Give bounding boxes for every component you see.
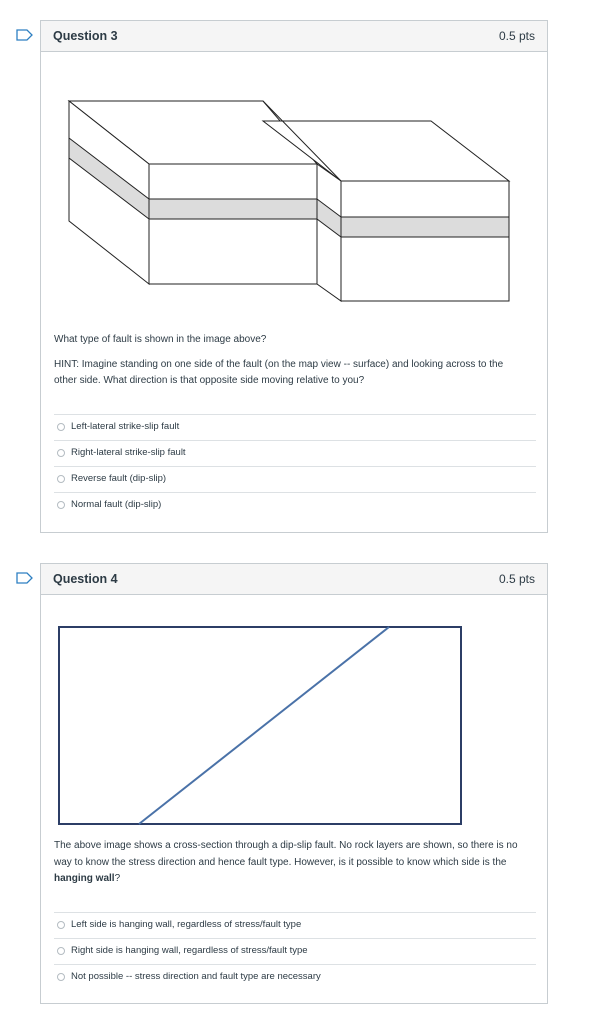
question-4-card [40,563,548,1004]
radio-button[interactable] [57,921,65,929]
flag-question-icon[interactable] [16,29,34,41]
question-3-card [40,20,548,533]
question-title: Question 4 [53,572,118,586]
question-text [54,332,524,398]
question-header [41,21,547,52]
answer-option[interactable] [54,441,536,467]
answer-option[interactable] [54,493,536,518]
answer-option[interactable] [54,939,536,965]
question-points: 0.5 pts [498,29,535,43]
radio-button[interactable] [57,449,65,457]
answer-label: Right-lateral strike-slip fault [71,447,186,458]
answer-list [54,912,536,990]
question-text [54,838,524,896]
question-points: 0.5 pts [498,572,535,586]
radio-button[interactable] [57,947,65,955]
answer-label: Left side is hanging wall, regardless of stress/fault type [71,919,302,930]
radio-button[interactable] [57,973,65,981]
answer-label: Not possible -- stress direction and fault type are necessary [71,971,321,982]
fault-block-diagram [41,52,547,312]
question-title: Question 3 [53,29,118,43]
radio-button[interactable] [57,423,65,431]
answer-option[interactable] [54,415,536,441]
answer-option[interactable] [54,913,536,939]
answer-label: Right side is hanging wall, regardless of stress/fault type [71,945,308,956]
answer-option[interactable] [54,965,536,990]
question-header [41,564,547,595]
radio-button[interactable] [57,501,65,509]
answer-list [54,414,536,518]
fault-cross-section-diagram [41,595,547,835]
answer-option[interactable] [54,467,536,493]
answer-label: Reverse fault (dip-slip) [71,473,167,484]
question-prompt: The above image shows a cross-section through a dip-slip fault. No rock layers are shown, so there is no way to know the stress direction and hence fault type. However, is it possible to know which side is the hanging wall? [54,840,518,884]
flag-question-icon[interactable] [16,572,34,584]
answer-label: Left-lateral strike-slip fault [71,421,180,432]
question-prompt: What type of fault is shown in the image above? [54,334,267,345]
radio-button[interactable] [57,475,65,483]
question-hint: HINT: Imagine standing on one side of the fault (on the map view -- surface) and looking across to the other side. What direction is that opposite side moving relative to you? [54,358,504,386]
answer-label: Normal fault (dip-slip) [71,499,162,510]
